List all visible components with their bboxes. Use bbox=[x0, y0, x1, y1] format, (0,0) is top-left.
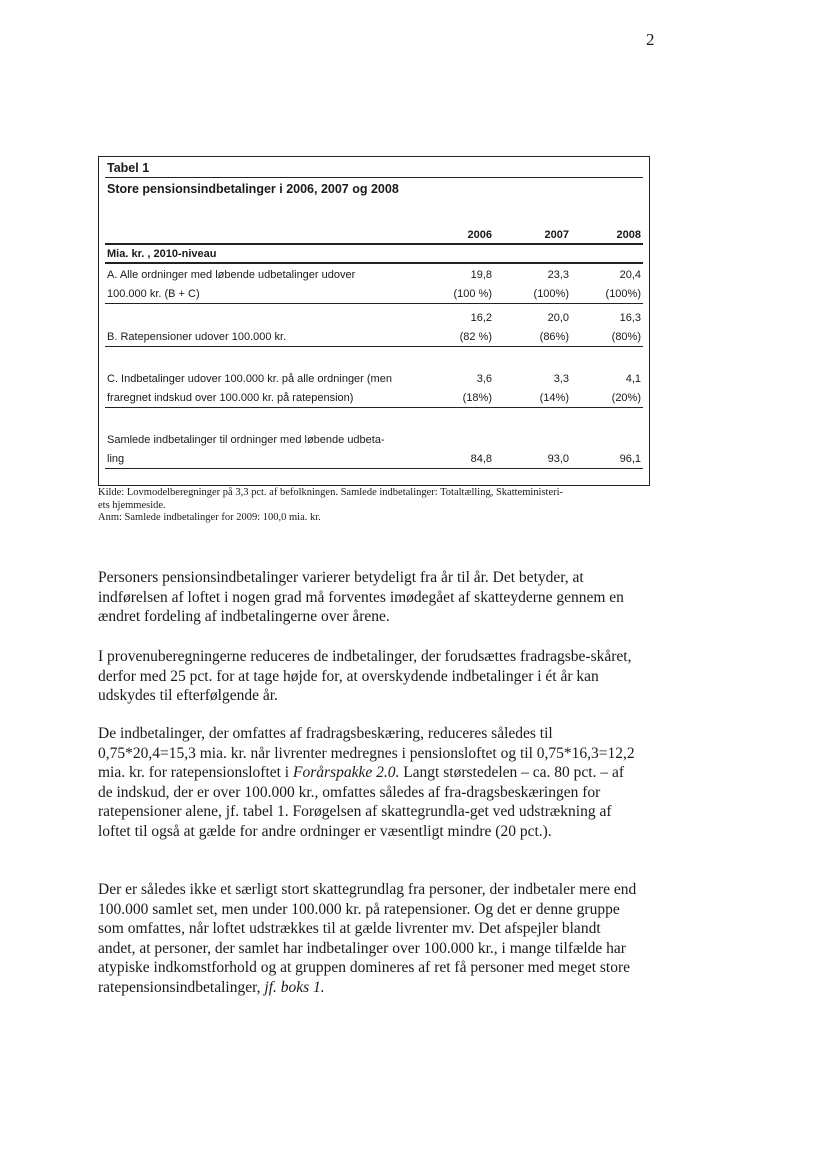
row-b-value-2008: 16,3 bbox=[619, 312, 641, 324]
row-c-label-1: C. Indbetalinger udover 100.000 kr. på alle ordninger (men bbox=[107, 373, 392, 385]
source-note-line2: ets hjemmeside. bbox=[98, 499, 166, 511]
header-rule bbox=[105, 243, 643, 245]
table-1 bbox=[98, 156, 650, 486]
paragraph-3-part-b: Langt størstedelen – ca. 80 pct. – af de indskud, der er over 100.000 kr., omfattes således af fra-dragsbeskæringen for ratepensioner alene, jf. tabel 1. Forøgelsen af skattegrundla-get ved udstrækning af loftet til også at gælde for andre ordninger er væsentligt mindre (20 pct.). bbox=[98, 764, 625, 840]
source-note-line1: Kilde: Lovmodelberegninger på 3,3 pct. af befolkningen. Samlede indbetalinger: Totaltælling, Skatteministeri- bbox=[98, 487, 564, 498]
row-a-value-2008: 20,4 bbox=[619, 269, 641, 281]
paragraph-3 bbox=[98, 724, 638, 841]
forarspakke-reference: Forårspakke 2.0. bbox=[293, 764, 400, 781]
row-a-share-2006: (100 %) bbox=[453, 288, 492, 300]
row-a-share-2008: (100%) bbox=[605, 288, 641, 300]
row-a-label-2: 100.000 kr. (B + C) bbox=[107, 288, 200, 300]
total-value-2007: 93,0 bbox=[547, 453, 569, 465]
table-notes bbox=[98, 487, 658, 525]
paragraph-4-part-a: Der er således ikke et særligt stort skattegrundlag fra personer, der indbetaler mere end 100.000 samlet set, men under 100.000 kr. på ratepensioner. Og det er denne gruppe som omfattes, når loftet udstrækkes til at gælde livrenter mv. Det afspejler blandt andet, at personer, der samlet har indbetalinger over 100.000 kr., i mange tilfælde har atypiske indkomstforhold og at gruppen domineres af ret få personer med meget store ratepensionsindbetalinger, bbox=[98, 881, 637, 996]
column-header-2008: 2008 bbox=[616, 229, 641, 241]
paragraph-1-text: Personers pensionsindbetalinger varierer betydeligt fra år til år. Det betyder, at indførelsen af loftet i nogen grad må forventes imødegået af skatteyderne gennem en ændret fordeling af indbetalingerne over årene. bbox=[98, 569, 624, 625]
table-title-rule bbox=[105, 177, 643, 178]
total-value-2008: 96,1 bbox=[619, 453, 641, 465]
row-a-rule bbox=[105, 303, 643, 304]
paragraph-2 bbox=[98, 647, 638, 706]
row-c-rule bbox=[105, 407, 643, 408]
unit-label: Mia. kr. , 2010-niveau bbox=[107, 248, 217, 260]
row-a-value-2007: 23,3 bbox=[547, 269, 569, 281]
row-b-label-1: B. Ratepensioner udover 100.000 kr. bbox=[107, 331, 287, 343]
row-c-label-2: fraregnet indskud over 100.000 kr. på ratepension) bbox=[107, 392, 354, 404]
total-rule bbox=[105, 468, 643, 469]
total-label-1: Samlede indbetalinger til ordninger med løbende udbeta- bbox=[107, 434, 385, 446]
row-a-label-1: A. Alle ordninger med løbende udbetalinger udover bbox=[107, 269, 356, 281]
row-a-share-2007: (100%) bbox=[533, 288, 569, 300]
row-c-value-2006: 3,6 bbox=[476, 373, 492, 385]
table-subtitle: Store pensionsindbetalinger i 2006, 2007 og 2008 bbox=[107, 182, 399, 196]
row-a-value-2006: 19,8 bbox=[470, 269, 492, 281]
boks-1-reference: jf. boks 1. bbox=[264, 978, 325, 996]
row-c-share-2007: (14%) bbox=[539, 392, 569, 404]
row-c-value-2008: 4,1 bbox=[625, 373, 641, 385]
row-c-value-2007: 3,3 bbox=[553, 373, 569, 385]
paragraph-1 bbox=[98, 568, 638, 627]
unit-rule bbox=[105, 262, 643, 264]
column-header-2006: 2006 bbox=[467, 229, 492, 241]
paragraph-2-text: I provenuberegningerne reduceres de indbetalinger, der forudsættes fradragsbe-skåret, derfor med 25 pct. for at tage højde for, at overskydende indbetalinger i ét år kan udskydes til efterfølgende år. bbox=[98, 648, 632, 704]
total-label-2: ling bbox=[107, 453, 125, 465]
paragraph-3-text bbox=[98, 724, 638, 841]
row-b-value-2007: 20,0 bbox=[547, 312, 569, 324]
paragraph-4 bbox=[98, 880, 638, 997]
row-b-share-2008: (80%) bbox=[611, 331, 641, 343]
paragraph-4-text bbox=[98, 880, 638, 997]
annotation-note: Anm: Samlede indbetalinger for 2009: 100,0 mia. kr. bbox=[98, 512, 321, 523]
page-number: 2 bbox=[646, 30, 655, 49]
row-b-rule bbox=[105, 346, 643, 347]
column-header-2007: 2007 bbox=[544, 229, 569, 241]
row-c-share-2008: (20%) bbox=[611, 392, 641, 404]
row-c-share-2006: (18%) bbox=[462, 392, 492, 404]
table-title: Tabel 1 bbox=[107, 161, 150, 175]
row-b-share-2007: (86%) bbox=[539, 331, 569, 343]
paragraph-3-part-a: De indbetalinger, der omfattes af fradragsbeskæring, reduceres således til 0,75*20,4=15,3 mia. kr. når livrenter medregnes i pensionsloftet og til 0,75*16,3=12,2 mia. kr. for ratepensionsloftet i bbox=[98, 725, 635, 781]
total-value-2006: 84,8 bbox=[470, 453, 492, 465]
row-b-value-2006: 16,2 bbox=[470, 312, 492, 324]
row-b-share-2006: (82 %) bbox=[459, 331, 492, 343]
